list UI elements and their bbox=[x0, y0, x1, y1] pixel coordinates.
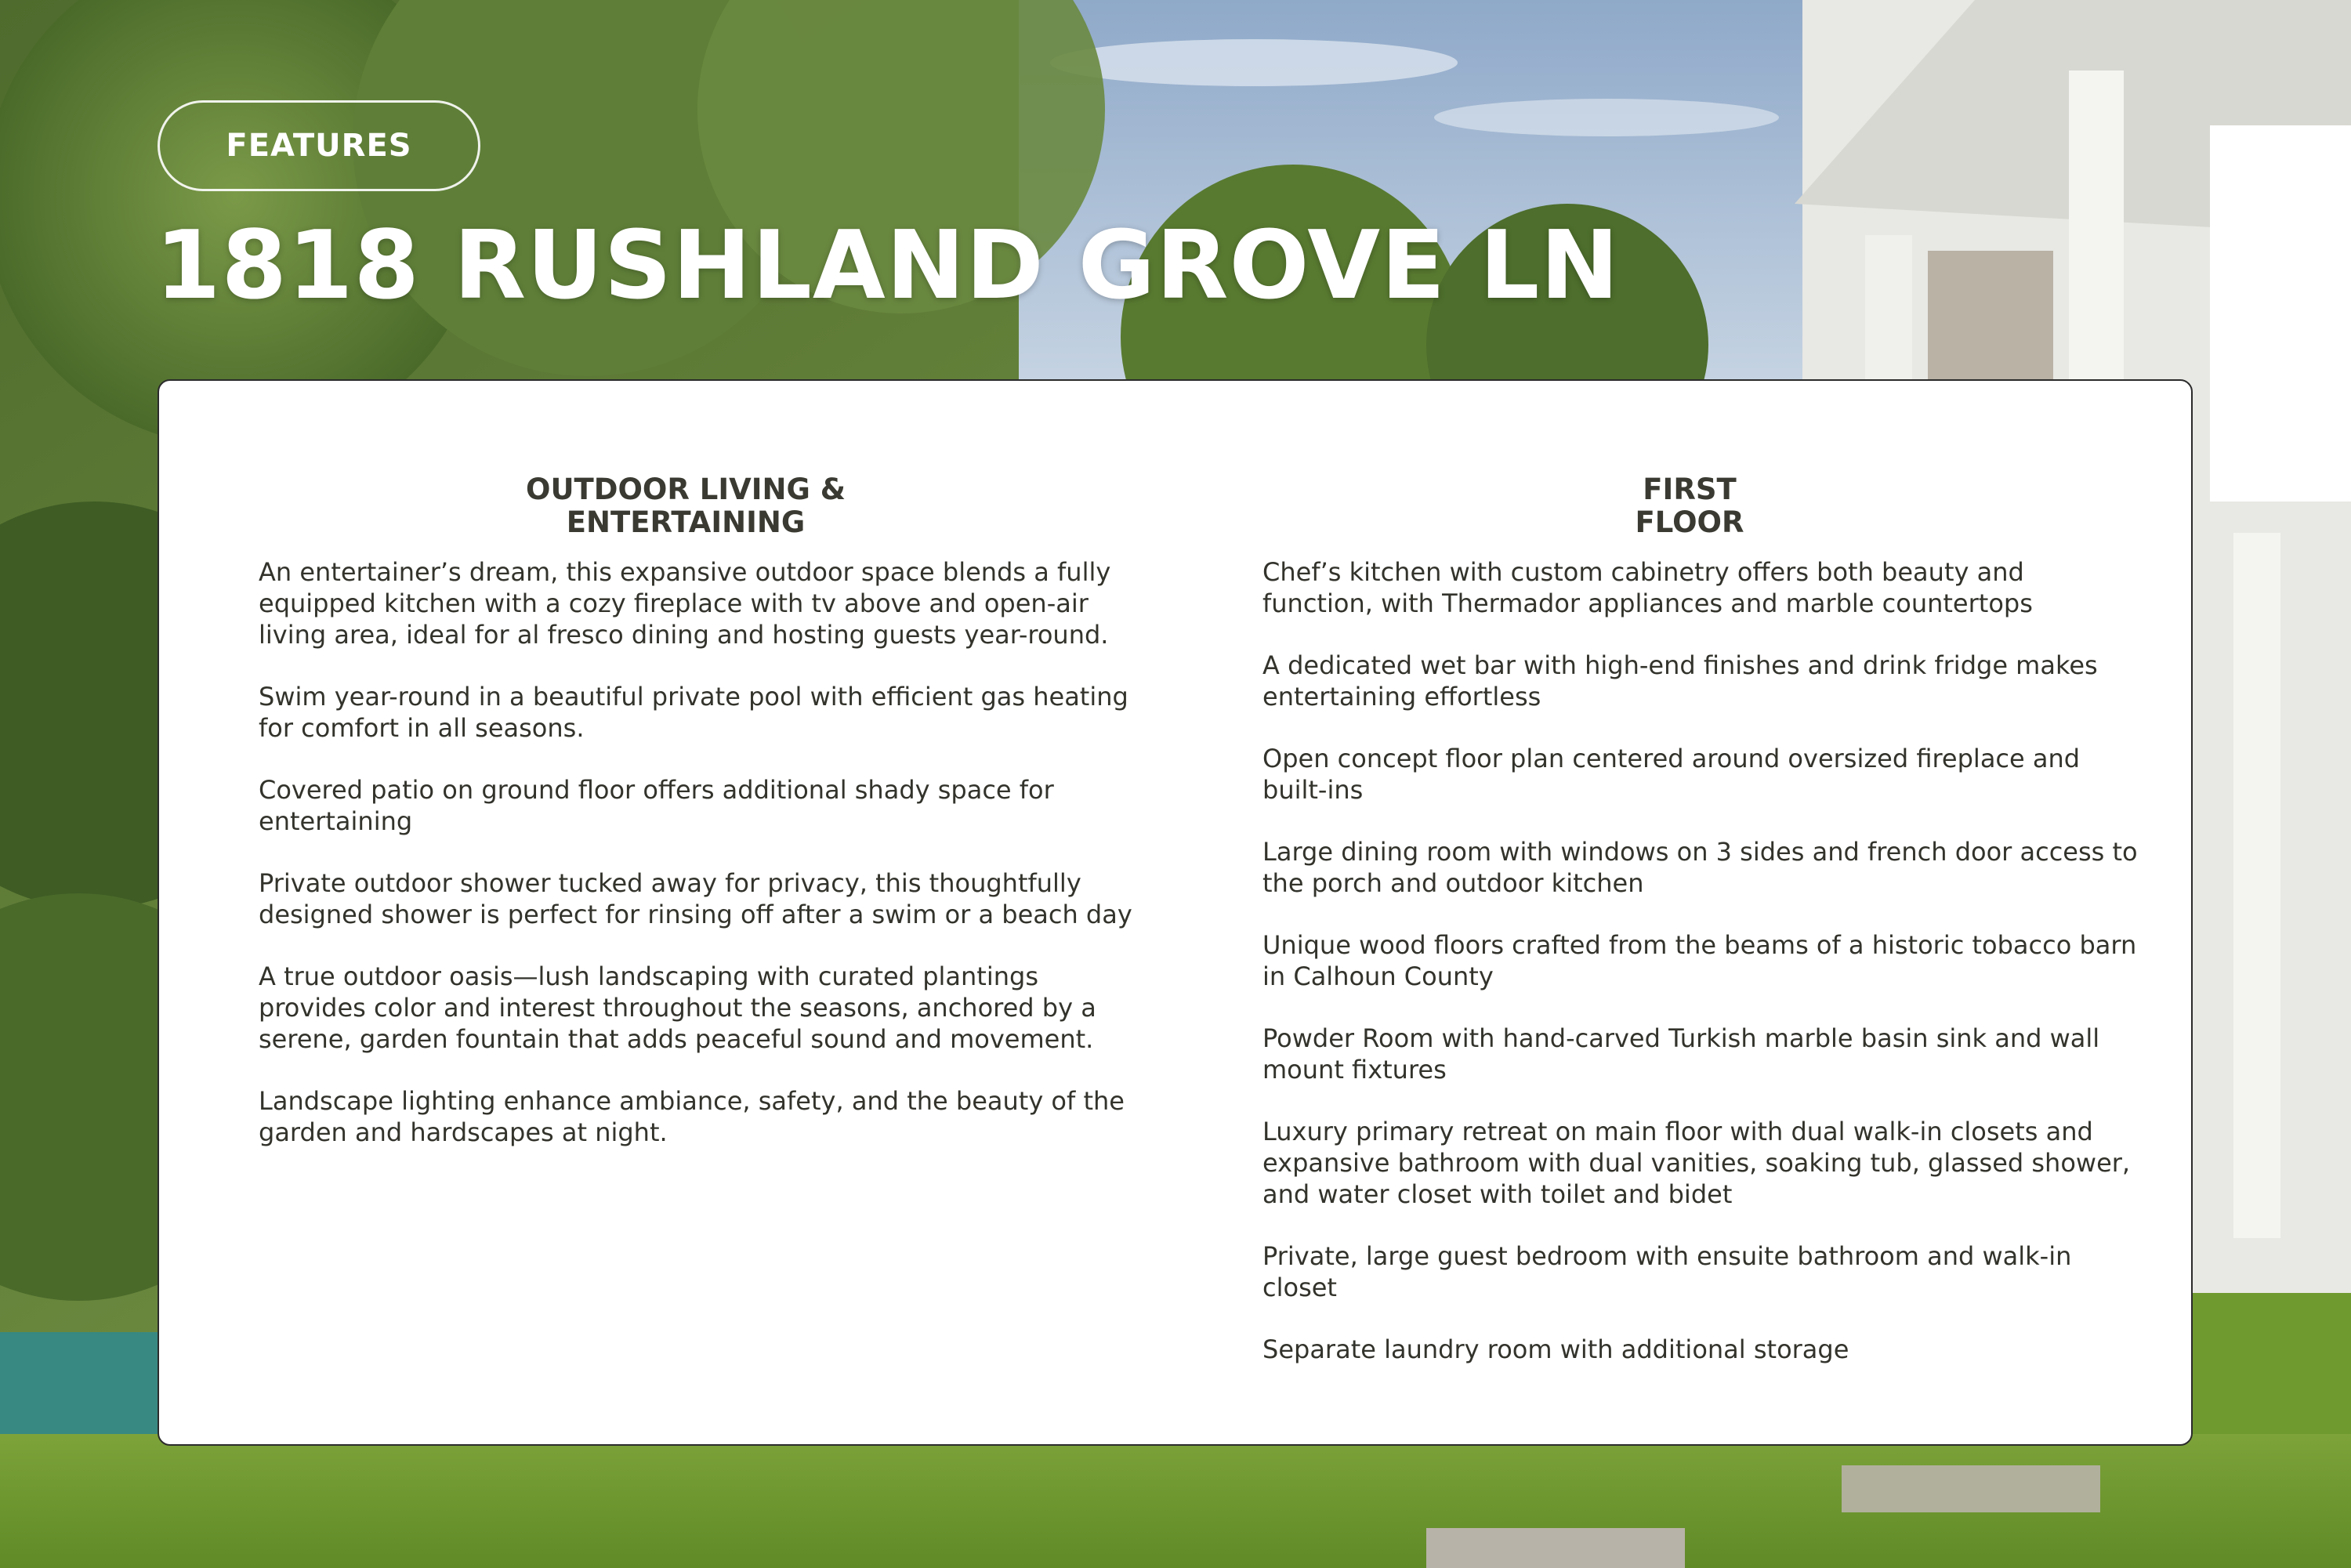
first-floor-feature-item: Large dining room with windows on 3 sides and french door access to the porch and outdoor kitchen bbox=[1262, 837, 2138, 898]
outdoor-feature-item: Swim year-round in a beautiful private pool with efficient gas heating for comfort in all seasons. bbox=[259, 682, 1128, 743]
first-floor-feature-item: Separate laundry room with additional storage bbox=[1262, 1334, 1849, 1364]
outdoor-feature-item: Private outdoor shower tucked away for privacy, this thoughtfully designed shower is perfect for rinsing off after a swim or a beach day bbox=[259, 868, 1132, 929]
outdoor-feature-item: Covered patio on ground floor offers additional shady space for entertaining bbox=[259, 775, 1054, 836]
outdoor-feature-item: An entertainer’s dream, this expansive outdoor space blends a fully equipped kitchen with a cozy fireplace with tv above and open-air living area, ideal for al fresco dining and hosting guests year-round. bbox=[259, 557, 1111, 650]
property-address-title: 1818 RUSHLAND GROVE LN bbox=[155, 212, 1620, 320]
first-floor-feature-item: Private, large guest bedroom with ensuite bathroom and walk-in closet bbox=[1262, 1241, 2072, 1302]
outdoor-living-column bbox=[259, 473, 1152, 1179]
first-floor-feature-item: Unique wood floors crafted from the beams of a historic tobacco barn in Calhoun County bbox=[1262, 930, 2137, 991]
outdoor-feature-item: A true outdoor oasis—lush landscaping with curated plantings provides color and interest throughout the seasons, anchored by a serene, garden fountain that adds peaceful sound and movement. bbox=[259, 961, 1096, 1054]
first-floor-heading bbox=[1262, 473, 2117, 539]
first-floor-column bbox=[1262, 473, 2140, 1396]
first-floor-feature-item: Open concept floor plan centered around oversized fireplace and built-ins bbox=[1262, 744, 2081, 805]
outdoor-living-heading bbox=[259, 473, 1113, 539]
features-badge bbox=[158, 100, 480, 191]
first-floor-heading-line2: FLOOR bbox=[1635, 505, 1744, 539]
features-card bbox=[158, 379, 2193, 1446]
first-floor-heading-line1: FIRST bbox=[1643, 473, 1737, 506]
first-floor-feature-item: A dedicated wet bar with high-end finishes and drink fridge makes entertaining effortless bbox=[1262, 650, 2098, 712]
first-floor-feature-item: Chef’s kitchen with custom cabinetry offers both beauty and function, with Thermador appliances and marble countertops bbox=[1262, 557, 2033, 618]
outdoor-feature-item: Landscape lighting enhance ambiance, safety, and the beauty of the garden and hardscapes at night. bbox=[259, 1086, 1125, 1147]
outdoor-living-heading-line2: ENTERTAINING bbox=[566, 505, 806, 539]
features-badge-label: FEATURES bbox=[226, 128, 412, 164]
first-floor-feature-item: Powder Room with hand-carved Turkish marble basin sink and wall mount fixtures bbox=[1262, 1023, 2100, 1085]
outdoor-living-heading-line1: OUTDOOR LIVING & bbox=[526, 473, 846, 506]
first-floor-feature-item: Luxury primary retreat on main floor with dual walk-in closets and expansive bathroom with dual vanities, soaking tub, glassed shower, and water closet with toilet and bidet bbox=[1262, 1117, 2131, 1209]
